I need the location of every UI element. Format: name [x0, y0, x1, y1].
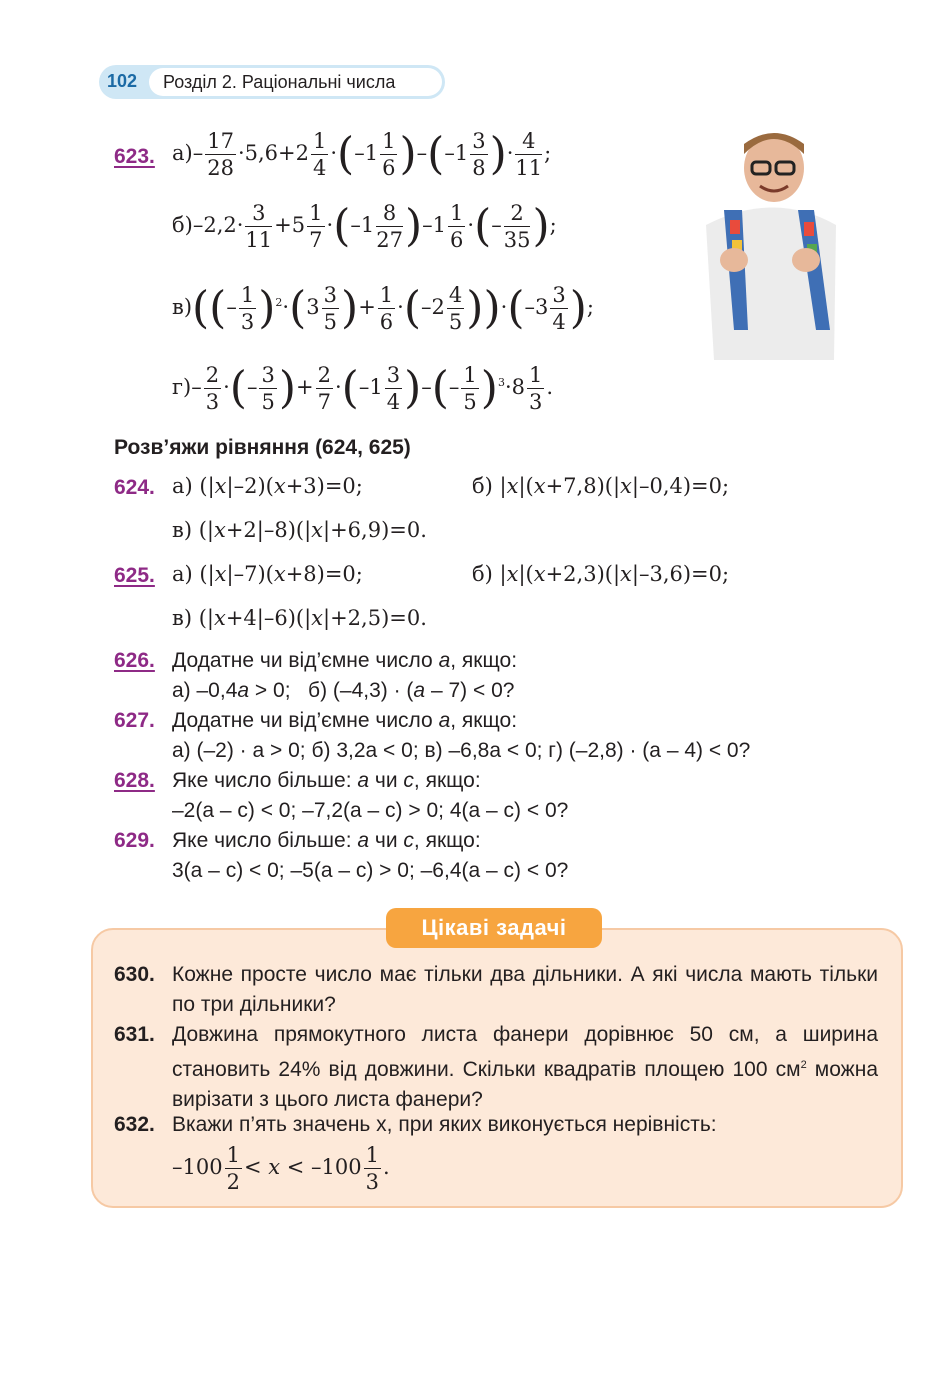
eq-624-a: а) (|x|–2)(x+3)=0;: [172, 474, 363, 498]
eq-625-b: б) |x|(x+2,3)(|x|–3,6)=0;: [472, 562, 730, 586]
problem-number-627[interactable]: 627.: [114, 709, 155, 732]
student-photo: [676, 130, 846, 360]
problem-number-629[interactable]: 629.: [114, 829, 155, 852]
expr-623-g: г)– $\frac{2}{3}$ ·(– $\frac{3}{5}$ )+ $\frac{2}{7}$ ·(–1 $\frac{3}{4}$ )–(– $\frac{1}{5}$ )$^3$·8 $\frac{1}{3}$ .: [172, 362, 554, 414]
expr-623-b: б)–2,2· $\frac{3}{11}$ +5 $\frac{1}{7}$ ·(–1 $\frac{8}{27}$ )–1 $\frac{1}{6}$ ·(– $\frac{2}{35}$ );: [172, 200, 557, 252]
problem-number-628[interactable]: 628.: [114, 769, 155, 792]
expr-623-v: в)((– $\frac{1}{3}$ )$^2$·(3 $\frac{3}{5}$ )+ $\frac{1}{6}$ ·(–2 $\frac{4}{5}$ ))·(–3 $\frac{3}{4}$ );: [172, 282, 594, 334]
problem-number-623[interactable]: 623.: [114, 145, 155, 168]
section-title: Розділ 2. Раціональні числа: [149, 68, 442, 96]
box-title-badge: Цікаві задачі: [386, 908, 602, 948]
text-630: Кожне просте число має тільки два дільники. А які числа мають тільки по три дільники?: [172, 963, 878, 1016]
problem-number-626[interactable]: 626.: [114, 649, 155, 672]
eq-625-a: а) (|x|–7)(x+8)=0;: [172, 562, 363, 586]
problem-number-625[interactable]: 625.: [114, 564, 155, 587]
inequality-632: –100 $\frac{1}{2}$ < x < –100 $\frac{1}{3}$ .: [172, 1143, 390, 1194]
problem-number-624[interactable]: 624.: [114, 476, 155, 499]
problem-number-631[interactable]: 631.: [114, 1023, 155, 1046]
text-626: Додатне чи від’ємне число a, якщо:: [172, 649, 518, 672]
text-632: Вкажи п’ять значень x, при яких виконується нерівність:: [172, 1113, 717, 1136]
opts-627: а) (–2) · a > 0; б) 3,2a < 0; в) –6,8a < 0; г) (–2,8) · (a – 4) < 0?: [172, 739, 751, 762]
page-number: 102: [107, 71, 138, 91]
problem-number-632[interactable]: 632.: [114, 1113, 155, 1136]
page-header: [99, 65, 445, 99]
opts-626: а) –0,4a > 0; б) (–4,3) · (a – 7) < 0?: [172, 679, 515, 702]
eq-625-v: в) (|x+4|–6)(|x|+2,5)=0.: [172, 606, 427, 630]
text-627: Додатне чи від’ємне число a, якщо:: [172, 709, 518, 732]
text-631: Довжина прямокутного листа фанери дорівнює 50 см, а ширина становить 24% від довжини. Скільки квадратів площею 100 $см^2$ можна вирізати з цього листа фанери?: [172, 1023, 879, 1111]
text-628: Яке число більше: a чи c, якщо:: [172, 769, 481, 792]
eq-624-b: б) |x|(x+7,8)(|x|–0,4)=0;: [472, 474, 730, 498]
text-629: Яке число більше: a чи c, якщо:: [172, 829, 481, 852]
expr-623-a: а)– $\frac{17}{28}$ ·5,6+2 $\frac{1}{4}$ ·(–1 $\frac{1}{6}$ )–(–1 $\frac{3}{8}$ )· $\frac{4}{11}$ ;: [172, 128, 552, 180]
eq-624-v: в) (|x+2|–8)(|x|+6,9)=0.: [172, 518, 427, 542]
section-heading: Розв’яжи рівняння (624, 625): [114, 436, 411, 459]
problem-number-630[interactable]: 630.: [114, 963, 155, 986]
opts-629: 3(a – c) < 0; –5(a – c) > 0; –6,4(a – c) < 0?: [172, 859, 569, 882]
opts-628: –2(a – c) < 0; –7,2(a – c) > 0; 4(a – c) < 0?: [172, 799, 569, 822]
